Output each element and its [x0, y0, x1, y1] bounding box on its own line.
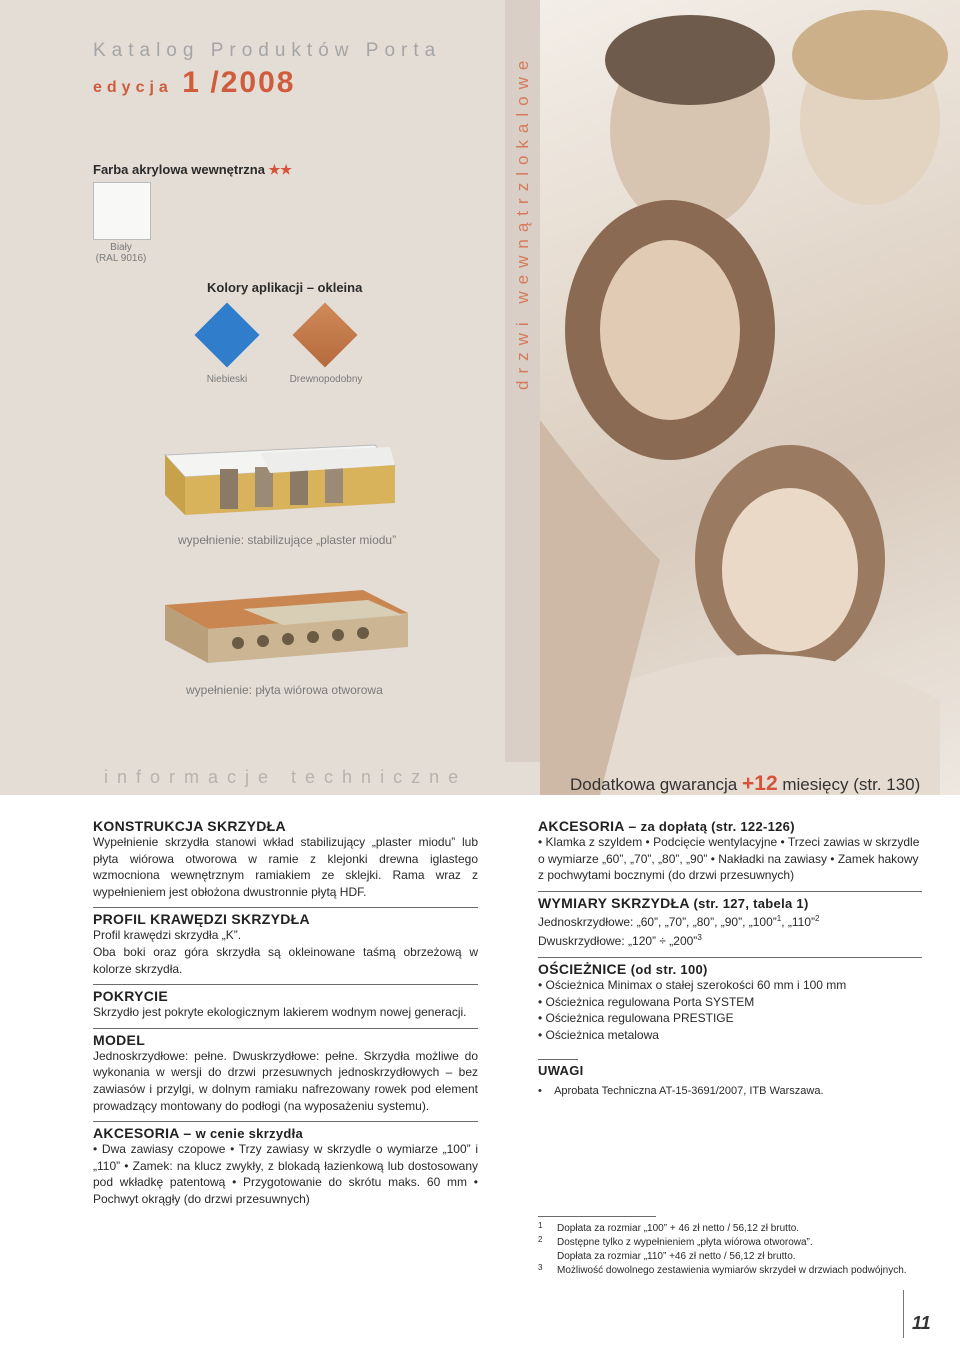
profil-text-1: Profil krawędzi skrzydła „K”. — [93, 928, 242, 943]
top-left-panel — [0, 0, 540, 795]
catalog-title: Katalog Produktów Porta — [93, 40, 442, 61]
edition-label — [93, 66, 295, 100]
right-column — [538, 818, 922, 1098]
edition-year: /2008 — [210, 66, 296, 99]
page-number-rule — [903, 1290, 904, 1338]
oscieznice-item: • Ościeżnica regulowana Porta SYSTEM — [538, 994, 755, 1009]
family-photo — [540, 0, 960, 795]
divider — [538, 957, 922, 958]
footnote-2: 2 Dostępne tylko z wypełnieniem „płyta wiórowa otworowa”. Dopłata za rozmiar „110” +46 zł netto / 56,12 zł brutto. — [538, 1235, 813, 1262]
paint-title: Farba akrylowa wewnętrzna ★★ — [93, 162, 292, 177]
chipboard-cross-section — [163, 585, 413, 675]
konstrukcja-text: Wypełnienie skrzydła stanowi wkład stabilizujący „plaster miodu” lub płyta wiórowa otworowa w ramie z klejonki drewna iglastego wzmocniona wewnętrznym ramiakiem ze sklejki. Rama wraz z wypełnieniem jest obłożona dwustronnie płytą HDF. — [93, 835, 478, 899]
oscieznice-item: • Ościeżnica metalowa — [538, 1027, 659, 1042]
edition-number: 1 — [182, 66, 201, 99]
akcesoria2-text: • Klamka z szyldem • Podcięcie wentylacyjne • Trzeci zawias w skrzydle o wymiarze „60”, „70”, „80”, „90” • Nakładki na zawiasy • Zamek hakowy z pochwytami bocznymi (do drzwi przesuwnych) — [538, 835, 920, 883]
vertical-category-label: drzwi wewnątrzlokalowe — [513, 53, 532, 390]
profil-title: PROFIL KRAWĘDZI SKRZYDŁA — [93, 911, 310, 928]
rating-stars: ★★ — [268, 162, 292, 177]
divider — [93, 907, 478, 908]
edition-prefix: edycja — [93, 79, 173, 96]
short-divider — [538, 1059, 578, 1060]
divider — [538, 891, 922, 892]
akcesoria2-title: AKCESORIA – za dopłatą (str. 122-126) — [538, 818, 795, 834]
konstrukcja-title: KONSTRUKCJA SKRZYDŁA — [93, 818, 286, 834]
footnote-divider — [538, 1216, 656, 1217]
model-text: Jednoskrzydłowe: pełne. Dwuskrzydłowe: pełne. Skrzydła możliwe do wykonania w wersji do drzwi przesuwnych jednoskrzydłowych – bez zawiasów i przylgi, w dolnym ramiaku nafrezowany rowek pod element prowadzący montowany do podłogi (na wyposażeniu systemu). — [93, 1048, 478, 1113]
vertical-strip — [505, 0, 540, 795]
akcesoria-title: AKCESORIA – w cenie skrzydła — [93, 1125, 304, 1142]
chipboard-caption: wypełnienie: płyta wiórowa otworowa — [186, 683, 383, 697]
pokrycie-title: POKRYCIE — [93, 988, 169, 1005]
oscieznice-item: • Ościeżnica Minimax o stałej szerokości 60 mm i 100 mm — [538, 977, 847, 992]
honeycomb-cross-section — [160, 435, 400, 530]
blue-veneer-label: Niebieski — [206, 374, 248, 385]
white-color-label: Biały (RAL 9016) — [95, 242, 147, 264]
page-number: 11 — [912, 1313, 931, 1333]
veneer-title: Kolory aplikacji – okleina — [207, 280, 363, 295]
divider — [93, 1028, 478, 1029]
divider — [93, 984, 478, 985]
white-color-swatch — [93, 182, 151, 240]
wymiary-title: WYMIARY SKRZYDŁA (str. 127, tabela 1) — [538, 894, 809, 911]
divider — [93, 1121, 478, 1122]
akcesoria-text: • Dwa zawiasy czopowe • Trzy zawiasy w skrzydle o wymiarze „100” i „110” • Zamek: na klucz zwykły, z blokadą łazienkową lub dostosowany pod wkładkę patentową • Przygotowanie do skrótu maks. 60 mm • Pochwyt okrągły (do drzwi przesuwnych) — [93, 1142, 478, 1206]
footnote-1: 1 Dopłata za rozmiar „100” + 46 zł netto / 56,12 zł brutto. — [538, 1221, 800, 1234]
wymiary-line-1: Jednoskrzydłowe: „60”, „70”, „80”, „90”, „100”$^1$, „110”$^2$ — [538, 913, 820, 929]
profil-text-2: Oba boki oraz góra skrzydła są okleinowane taśmą obrzeżową w kolorze skrzydła. — [93, 944, 478, 976]
uwagi-text: • Aprobata Techniczna AT-15-3691/2007, ITB Warszawa. — [538, 1085, 824, 1098]
info-title: informacje techniczne — [104, 767, 468, 787]
warranty-label: Dodatkowa gwarancja +12 miesięcy (str. 130) — [570, 772, 921, 795]
wymiary-line-2: Dwuskrzydłowe: „120” ÷ „200”$^3$ — [538, 933, 702, 949]
footnote-3: 3 Możliwość dowolnego zestawienia wymiarów skrzydeł w drzwiach podwójnych. — [538, 1263, 907, 1276]
oscieznice-item: • Ościeżnica regulowana PRESTIGE — [538, 1011, 734, 1026]
model-title: MODEL — [93, 1031, 146, 1048]
left-column — [93, 818, 478, 1208]
oscieznice-title: OŚCIEŻNICE (od str. 100) — [538, 960, 708, 977]
pokrycie-text: Skrzydło jest pokryte ekologicznym lakierem wodnym nowej generacji. — [93, 1005, 467, 1020]
wood-veneer-label: Drewnopodobny — [289, 374, 363, 385]
uwagi-title: UWAGI — [538, 1063, 584, 1079]
honeycomb-caption: wypełnienie: stabilizujące „plaster miodu” — [178, 533, 397, 547]
footnotes — [538, 1222, 922, 1278]
family-photo-illustration — [540, 0, 960, 795]
warranty-plus: +12 — [742, 772, 778, 795]
